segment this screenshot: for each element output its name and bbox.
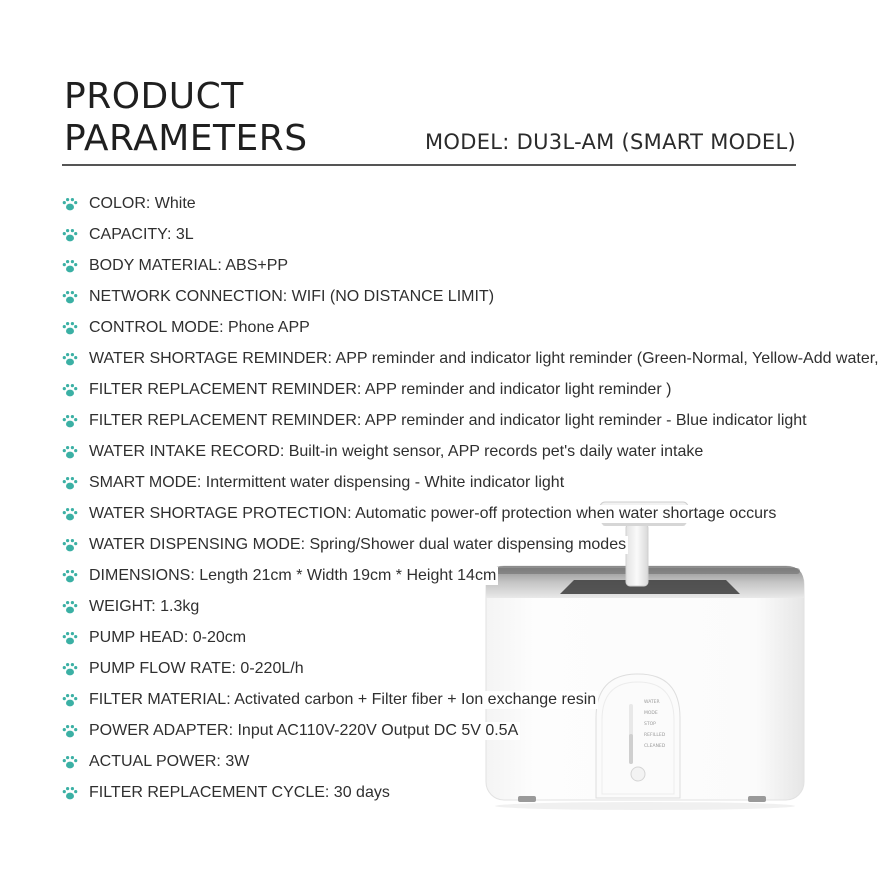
param-item: [62, 777, 881, 808]
header-divider: [62, 164, 796, 166]
param-value: 30 days: [329, 783, 390, 801]
svg-text:STOP: STOP: [644, 722, 656, 727]
param-value: Activated carbon + Filter fiber + Ion exchange resin: [230, 690, 597, 708]
param-value: Intermittent water dispensing - White indicator light: [201, 473, 565, 491]
param-label: FILTER MATERIAL:: [89, 690, 231, 708]
param-value: APP reminder and indicator light reminder (Green-Normal, Yellow-Add water,: [331, 349, 879, 367]
param-item: [62, 343, 881, 374]
param-label: POWER ADAPTER:: [89, 721, 234, 739]
param-value: White: [150, 194, 196, 212]
param-value: Built-in weight sensor, APP records pet's daily water intake: [284, 442, 704, 460]
param-label: SMART MODE:: [89, 473, 202, 491]
param-value: Phone APP: [223, 318, 310, 336]
param-value: 0-220L/h: [235, 659, 304, 677]
param-label: FILTER REPLACEMENT REMINDER:: [89, 380, 362, 398]
param-value: APP reminder and indicator light reminder ): [361, 380, 672, 398]
param-item: [62, 560, 881, 591]
paw-icon: [62, 631, 78, 645]
param-label: WATER INTAKE RECORD:: [89, 442, 285, 460]
param-label: WATER SHORTAGE PROTECTION:: [89, 504, 352, 522]
paw-icon: [62, 259, 78, 273]
param-item: [62, 653, 881, 684]
param-item: [62, 405, 881, 436]
param-value: 3W: [220, 752, 250, 770]
param-item: [62, 529, 881, 560]
svg-text:CLEANED: CLEANED: [644, 744, 666, 749]
paw-icon: [62, 321, 78, 335]
svg-text:REFILLED: REFILLED: [644, 733, 666, 738]
param-value: Spring/Shower dual water dispensing modes: [305, 535, 627, 553]
paw-icon: [62, 755, 78, 769]
param-item: [62, 436, 881, 467]
param-item: [62, 498, 881, 529]
param-value: ABS+PP: [221, 256, 289, 274]
param-label: FILTER REPLACEMENT CYCLE:: [89, 783, 330, 801]
paw-icon: [62, 197, 78, 211]
model-label: MODEL: DU3L-AM (SMART MODEL): [425, 130, 796, 154]
param-label: PUMP HEAD:: [89, 628, 189, 646]
param-label: DIMENSIONS:: [89, 566, 195, 584]
param-value: Automatic power-off protection when water shortage occurs: [351, 504, 777, 522]
paw-icon: [62, 786, 78, 800]
param-value: Length 21cm * Width 19cm * Height 14cm: [194, 566, 497, 584]
param-item: [62, 622, 881, 653]
param-label: WEIGHT:: [89, 597, 156, 615]
param-item: [62, 467, 881, 498]
paw-icon: [62, 228, 78, 242]
paw-icon: [62, 693, 78, 707]
param-label: BODY MATERIAL:: [89, 256, 222, 274]
param-item: [62, 219, 881, 250]
param-label: WATER DISPENSING MODE:: [89, 535, 306, 553]
param-value: WIFI (NO DISTANCE LIMIT): [287, 287, 495, 305]
parameter-list: [62, 188, 881, 808]
paw-icon: [62, 724, 78, 738]
title-line-1: PRODUCT: [64, 76, 244, 117]
paw-icon: [62, 569, 78, 583]
param-item: [62, 312, 881, 343]
param-item: [62, 715, 881, 746]
param-value: Input AC110V-220V Output DC 5V 0.5A: [233, 721, 519, 739]
svg-text:MODE: MODE: [644, 711, 658, 716]
param-label: ACTUAL POWER:: [89, 752, 221, 770]
param-label: NETWORK CONNECTION:: [89, 287, 288, 305]
param-label: COLOR:: [89, 194, 151, 212]
param-item: [62, 281, 881, 312]
page-title: [64, 76, 308, 160]
param-item: [62, 250, 881, 281]
param-label: CAPACITY:: [89, 225, 172, 243]
param-item: [62, 188, 881, 219]
param-value: 0-20cm: [188, 628, 247, 646]
param-label: WATER SHORTAGE REMINDER:: [89, 349, 332, 367]
param-label: CONTROL MODE:: [89, 318, 224, 336]
param-value: APP reminder and indicator light reminder - Blue indicator light: [361, 411, 807, 429]
param-item: [62, 591, 881, 622]
paw-icon: [62, 414, 78, 428]
param-item: [62, 746, 881, 777]
param-value: 1.3kg: [155, 597, 200, 615]
paw-icon: [62, 662, 78, 676]
param-item: [62, 374, 881, 405]
param-item: [62, 684, 881, 715]
param-label: FILTER REPLACEMENT REMINDER:: [89, 411, 362, 429]
paw-icon: [62, 445, 78, 459]
paw-icon: [62, 476, 78, 490]
paw-icon: [62, 383, 78, 397]
paw-icon: [62, 507, 78, 521]
paw-icon: [62, 600, 78, 614]
param-label: PUMP FLOW RATE:: [89, 659, 236, 677]
paw-icon: [62, 538, 78, 552]
title-line-2: PARAMETERS: [64, 118, 308, 159]
paw-icon: [62, 290, 78, 304]
param-value: 3L: [171, 225, 194, 243]
paw-icon: [62, 352, 78, 366]
svg-text:WATER: WATER: [644, 700, 660, 705]
